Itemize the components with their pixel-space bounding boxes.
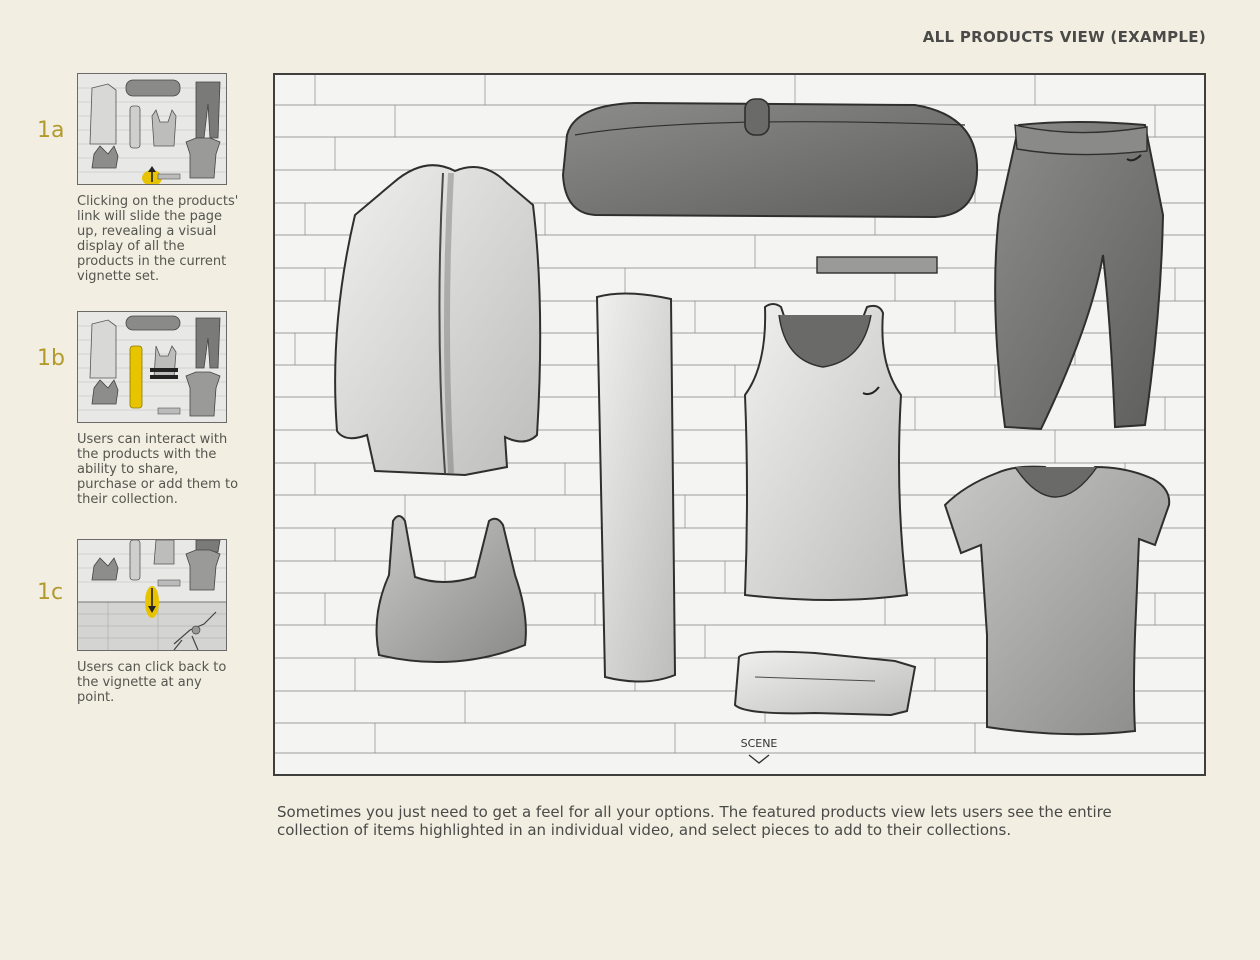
step-description: Clicking on the products' link will slide the page up, revealing a visual display of all the products in the current vignette set. [77, 194, 239, 284]
tee-shirt-sketch[interactable] [945, 467, 1169, 735]
water-bottle-sketch[interactable] [735, 652, 915, 715]
chevron-down-icon[interactable] [749, 755, 769, 763]
step-description: Users can interact with the products with the ability to share, purchase or add them to their collection. [77, 432, 239, 507]
thumbnail-1a[interactable] [77, 73, 227, 185]
page-title: ALL PRODUCTS VIEW (EXAMPLE) [922, 28, 1206, 46]
jacket-sketch[interactable] [335, 165, 540, 475]
description-caption: Sometimes you just need to get a feel for all your options. The featured products view lets users see the entire collection of items highlighted in an individual video, and select pieces to add to their collections. [277, 803, 1112, 839]
thumbnail-sketch [78, 74, 226, 184]
sports-bra-sketch[interactable] [377, 516, 526, 662]
products-sketch-view [273, 73, 1206, 776]
step-description: Users can click back to the vignette at any point. [77, 660, 227, 705]
capri-pants-sketch[interactable] [995, 122, 1163, 429]
thumbnail-1b[interactable] [77, 311, 227, 423]
step-number: 1b [37, 346, 65, 371]
products-wall-illustration [275, 75, 1204, 774]
tank-top-sketch[interactable] [745, 304, 907, 600]
thumbnail-sketch [78, 540, 226, 650]
duffel-bag-sketch[interactable] [563, 99, 977, 217]
step-number: 1c [37, 580, 64, 605]
yoga-mat-sketch[interactable] [597, 293, 675, 681]
thumbnail-1c[interactable] [77, 539, 227, 651]
thumbnail-sketch [78, 312, 226, 422]
step-number: 1a [37, 118, 65, 143]
scene-label: SCENE [740, 737, 778, 750]
headband-sketch[interactable] [817, 257, 937, 273]
